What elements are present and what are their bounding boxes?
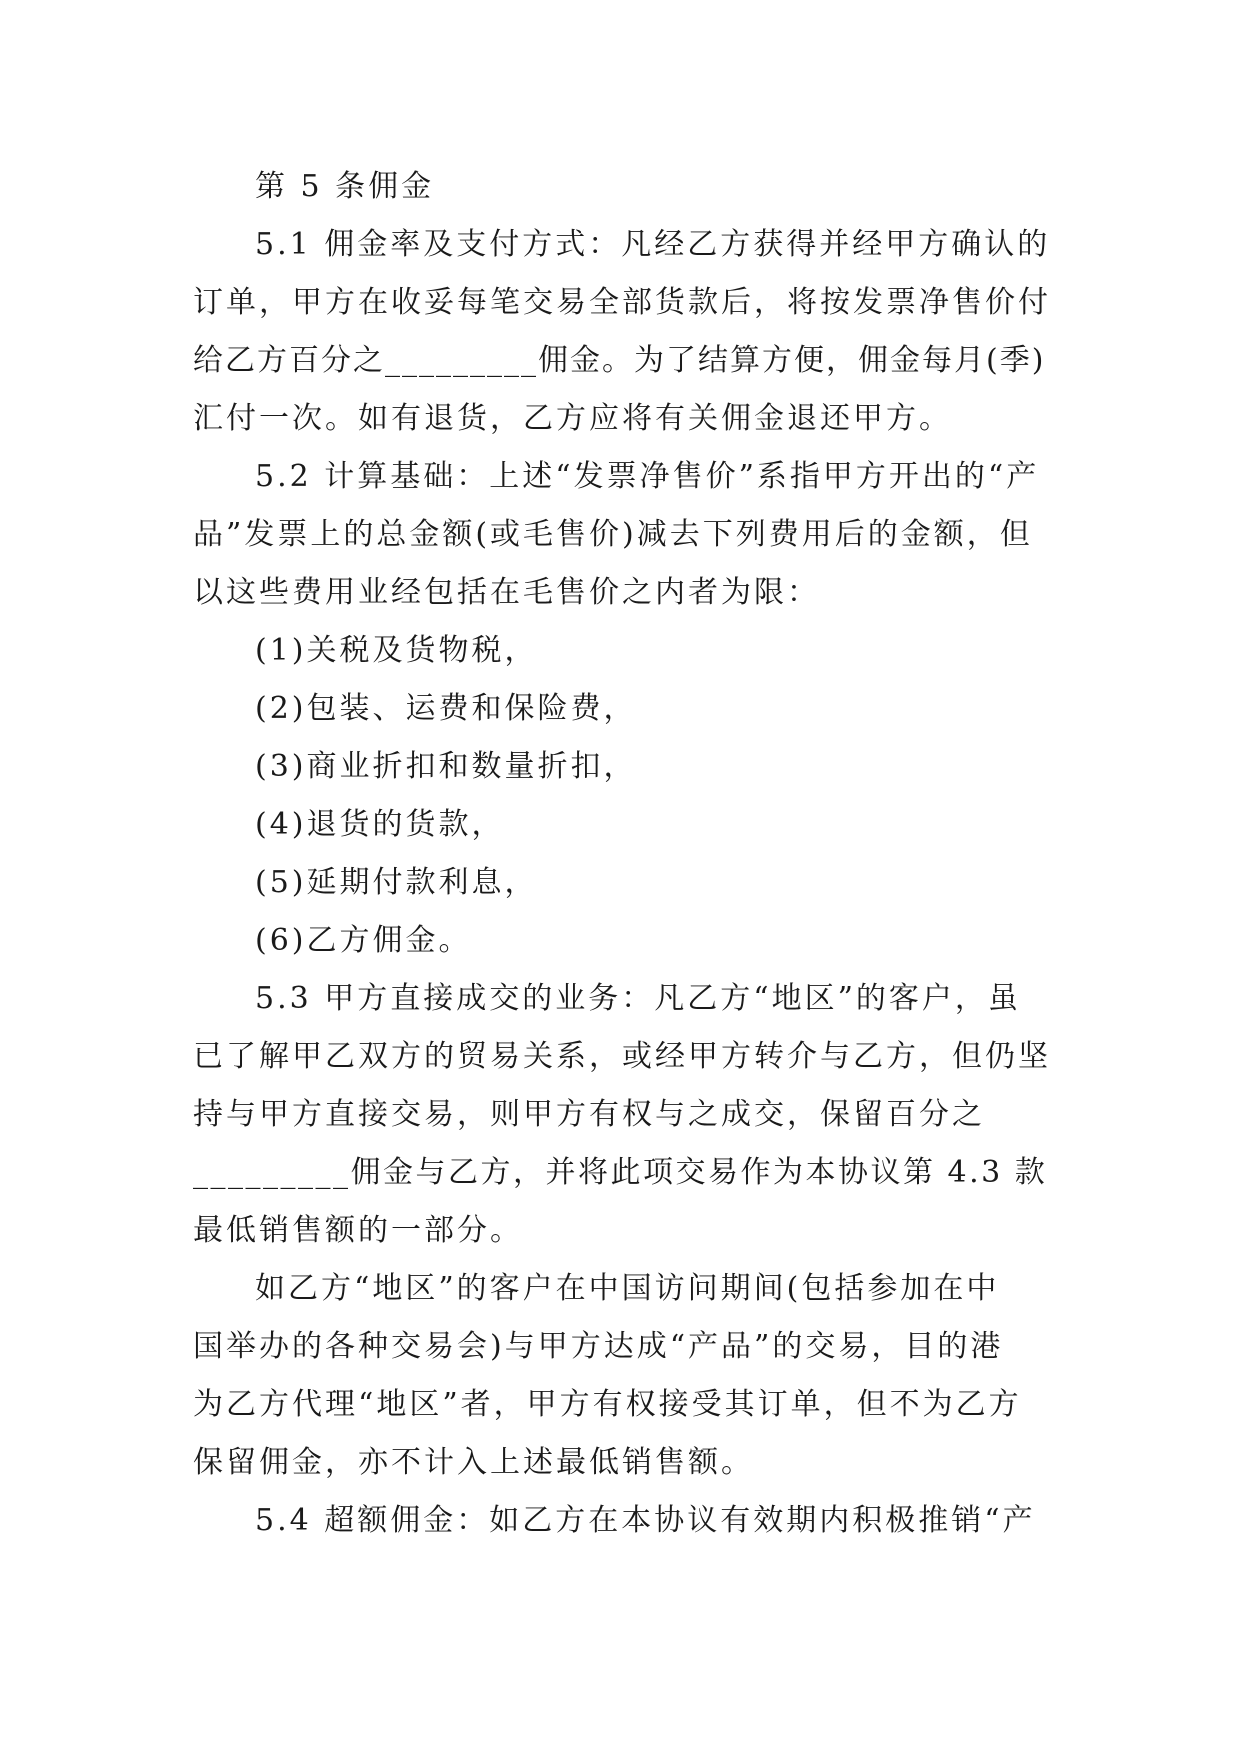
- list-item: (5)延期付款利息，: [255, 865, 538, 900]
- paragraph-line: 为乙方代理“地区”者，甲方有权接受其订单，但不为乙方: [193, 1387, 1022, 1422]
- list-item: (3)商业折扣和数量折扣，: [255, 749, 637, 784]
- document-page: [193, 158, 1053, 1550]
- paragraph-line: 保留佣金，亦不计入上述最低销售额。: [193, 1445, 754, 1480]
- paragraph-line: 5.2 计算基础：上述“发票净售价”系指甲方开出的“产: [255, 459, 1040, 494]
- list-item: (2)包装、运费和保险费，: [255, 691, 637, 726]
- article-heading: 第 5 条佣金: [255, 169, 435, 204]
- paragraph-line: 汇付一次。如有退货，乙方应将有关佣金退还甲方。: [193, 401, 952, 436]
- paragraph-line: _________佣金与乙方，并将此项交易作为本协议第 4.3 款: [193, 1155, 1048, 1190]
- list-item: (4)退货的货款，: [255, 807, 505, 842]
- paragraph-line: 以这些费用业经包括在毛售价之内者为限：: [193, 575, 820, 610]
- paragraph-line: 国举办的各种交易会)与甲方达成“产品”的交易，目的港: [193, 1329, 1004, 1364]
- paragraph-line: 给乙方百分之_________佣金。为了结算方便，佣金每月(季): [193, 343, 1046, 378]
- paragraph-line: 5.1 佣金率及支付方式：凡经乙方获得并经甲方确认的: [255, 227, 1051, 262]
- paragraph-line: 如乙方“地区”的客户在中国访问期间(包括参加在中: [255, 1271, 1000, 1306]
- paragraph-line: 已了解甲乙双方的贸易关系，或经甲方转介与乙方，但仍坚: [193, 1039, 1051, 1074]
- list-item: (1)关税及货物税，: [255, 633, 538, 668]
- paragraph-line: 品”发票上的总金额(或毛售价)减去下列费用后的金额，但: [193, 517, 1033, 552]
- paragraph-line: 5.3 甲方直接成交的业务：凡乙方“地区”的客户，虽: [255, 981, 1021, 1016]
- paragraph-line: 最低销售额的一部分。: [193, 1213, 523, 1248]
- paragraph-line: 5.4 超额佣金：如乙方在本协议有效期内积极推销“产: [255, 1503, 1036, 1538]
- paragraph-line: 持与甲方直接交易，则甲方有权与之成交，保留百分之: [193, 1097, 985, 1132]
- list-item: (6)乙方佣金。: [255, 923, 472, 958]
- paragraph-line: 订单，甲方在收妥每笔交易全部货款后，将按发票净售价付: [193, 285, 1051, 320]
